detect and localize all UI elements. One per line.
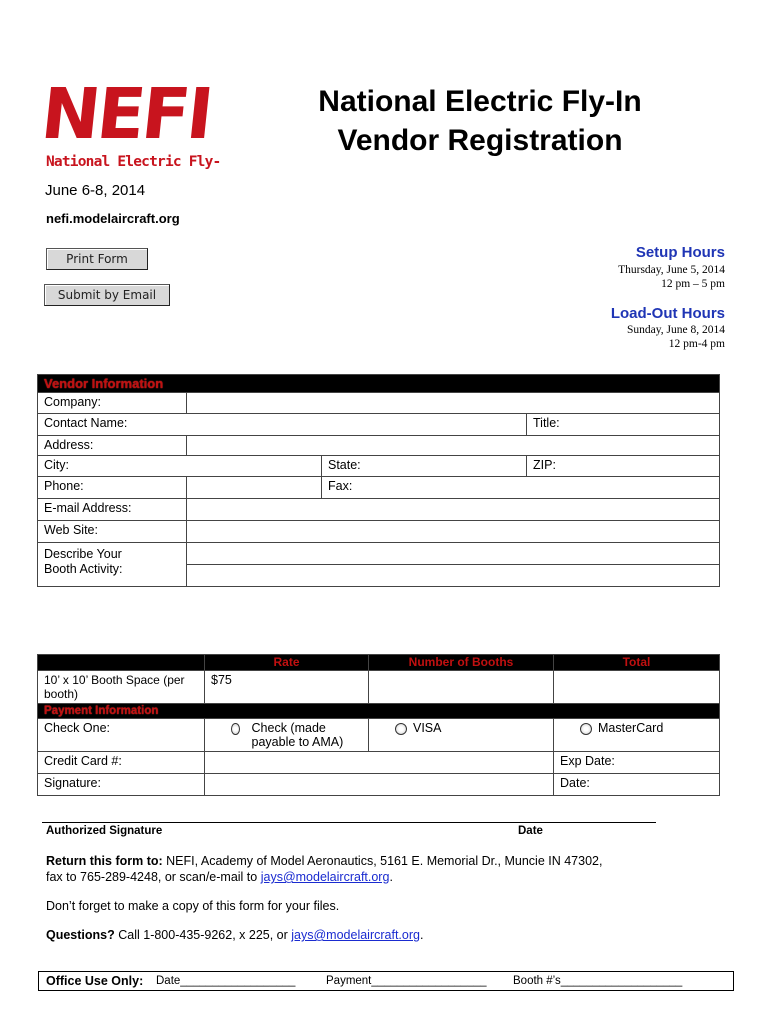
visa-radio-icon[interactable] xyxy=(395,723,407,735)
office-use-label: Office Use Only: xyxy=(46,974,144,988)
exp-date-field[interactable] xyxy=(554,752,720,774)
event-dates: June 6-8, 2014 xyxy=(45,182,146,199)
office-date-field[interactable]: Date__________________ xyxy=(156,975,296,987)
visa-option-label: VISA xyxy=(413,721,442,735)
return-fax: fax to 765-289-4248, or scan/e-mail to xyxy=(46,870,261,884)
exp-date-label: Exp Date: xyxy=(560,754,615,768)
fax-field[interactable] xyxy=(322,477,720,499)
loadout-hours-title: Load-Out Hours xyxy=(610,305,725,322)
city-field[interactable] xyxy=(38,456,322,477)
zip-label: ZIP: xyxy=(533,458,556,472)
office-payment-field[interactable]: Payment__________________ xyxy=(326,975,487,987)
mastercard-option-label: MasterCard xyxy=(598,721,664,735)
authorized-date-label: Date xyxy=(518,825,543,837)
number-booths-field[interactable] xyxy=(369,671,554,704)
address-label: Address: xyxy=(38,436,187,456)
state-field[interactable] xyxy=(322,456,527,477)
phone-field[interactable] xyxy=(187,477,322,499)
total-field[interactable] xyxy=(554,671,720,704)
mastercard-radio-icon[interactable] xyxy=(580,723,592,735)
setup-day: Thursday, June 5, 2014 xyxy=(618,264,725,276)
check-radio-icon[interactable] xyxy=(231,723,240,735)
booth-activity-label-line2: Booth Activity: xyxy=(44,562,123,576)
loadout-day: Sunday, June 8, 2014 xyxy=(627,324,725,336)
title-label: Title: xyxy=(533,416,560,430)
authorized-signature-line[interactable] xyxy=(42,822,656,823)
signature-field[interactable] xyxy=(205,774,554,796)
setup-hours-title: Setup Hours xyxy=(635,244,725,261)
payment-section-header: Payment Information xyxy=(38,704,720,719)
logo-subtitle: National Electric Fly-In xyxy=(46,154,220,170)
loadout-time: 12 pm-4 pm xyxy=(668,338,725,350)
return-instructions xyxy=(46,853,726,885)
email-label: E-mail Address: xyxy=(38,499,187,521)
title-line-2: Vendor Registration xyxy=(337,124,623,157)
payment-option-check[interactable] xyxy=(205,719,369,752)
city-label: City: xyxy=(44,458,69,472)
title-line-1: National Electric Fly-In xyxy=(318,85,642,118)
check-one-label: Check One: xyxy=(38,719,205,752)
event-website: nefi.modelaircraft.org xyxy=(46,211,180,226)
logo-letters: NEFI xyxy=(44,74,215,155)
booth-space-label: 10’ x 10’ Booth Space (per booth) xyxy=(38,671,205,704)
number-booths-column-header: Number of Booths xyxy=(369,655,554,671)
payment-date-label: Date: xyxy=(560,776,590,790)
total-column-header: Total xyxy=(554,655,720,671)
nefi-logo xyxy=(44,74,220,172)
copy-note: Don’t forget to make a copy of this form for your files. xyxy=(46,899,340,913)
credit-card-field[interactable] xyxy=(205,752,554,774)
zip-field[interactable] xyxy=(527,456,720,477)
office-use-box xyxy=(38,971,734,991)
booth-activity-field-1[interactable] xyxy=(187,543,720,565)
booth-activity-label-line1: Describe Your xyxy=(44,547,122,561)
questions-label: Questions? xyxy=(46,928,115,942)
return-address: NEFI, Academy of Model Aeronautics, 5161 E. Memorial Dr., Muncie IN 47302, xyxy=(162,854,603,868)
page-title xyxy=(290,82,670,160)
website-label: Web Site: xyxy=(38,521,187,543)
payment-option-mastercard[interactable] xyxy=(554,719,720,752)
booth-payment-table xyxy=(37,654,720,796)
state-label: State: xyxy=(328,458,361,472)
payment-option-visa[interactable] xyxy=(369,719,554,752)
office-booth-field[interactable]: Booth #’s___________________ xyxy=(513,975,683,987)
vendor-section-header: Vendor Information xyxy=(38,375,720,393)
phone-label: Phone: xyxy=(38,477,187,499)
website-field[interactable] xyxy=(187,521,720,543)
loadout-hours-text xyxy=(627,323,725,351)
rate-column-header: Rate xyxy=(205,655,369,671)
booth-rate: $75 xyxy=(205,671,369,704)
payment-date-field[interactable] xyxy=(554,774,720,796)
email-field[interactable] xyxy=(187,499,720,521)
setup-hours-text xyxy=(618,263,725,291)
company-label: Company: xyxy=(38,393,187,414)
return-email-link[interactable]: jays@modelaircraft.org xyxy=(260,870,390,884)
return-label: Return this form to: xyxy=(46,854,163,868)
title-field[interactable] xyxy=(527,414,720,436)
booth-activity-field-2[interactable] xyxy=(187,565,720,587)
questions-text: Call 1-800-435-9262, x 225, or xyxy=(114,928,292,942)
company-field[interactable] xyxy=(187,393,720,414)
return-period: . xyxy=(389,870,393,884)
submit-email-button[interactable]: Submit by Email xyxy=(44,284,170,306)
questions-email-link[interactable]: jays@modelaircraft.org xyxy=(291,928,420,942)
setup-time: 12 pm – 5 pm xyxy=(661,278,725,290)
signature-label: Signature: xyxy=(38,774,205,796)
authorized-signature-label: Authorized Signature xyxy=(46,825,163,837)
credit-card-label: Credit Card #: xyxy=(38,752,205,774)
booth-col-blank xyxy=(38,655,205,671)
check-option-label: Check (made payable to AMA) xyxy=(251,721,344,749)
print-form-button[interactable]: Print Form xyxy=(46,248,148,270)
fax-label: Fax: xyxy=(328,479,353,493)
questions-period: . xyxy=(419,928,424,942)
address-field[interactable] xyxy=(187,436,720,456)
booth-activity-label xyxy=(38,543,187,587)
vendor-info-table xyxy=(37,374,720,587)
contact-name-label: Contact Name: xyxy=(44,416,128,430)
contact-name-field[interactable] xyxy=(38,414,527,436)
questions-line xyxy=(46,927,423,943)
